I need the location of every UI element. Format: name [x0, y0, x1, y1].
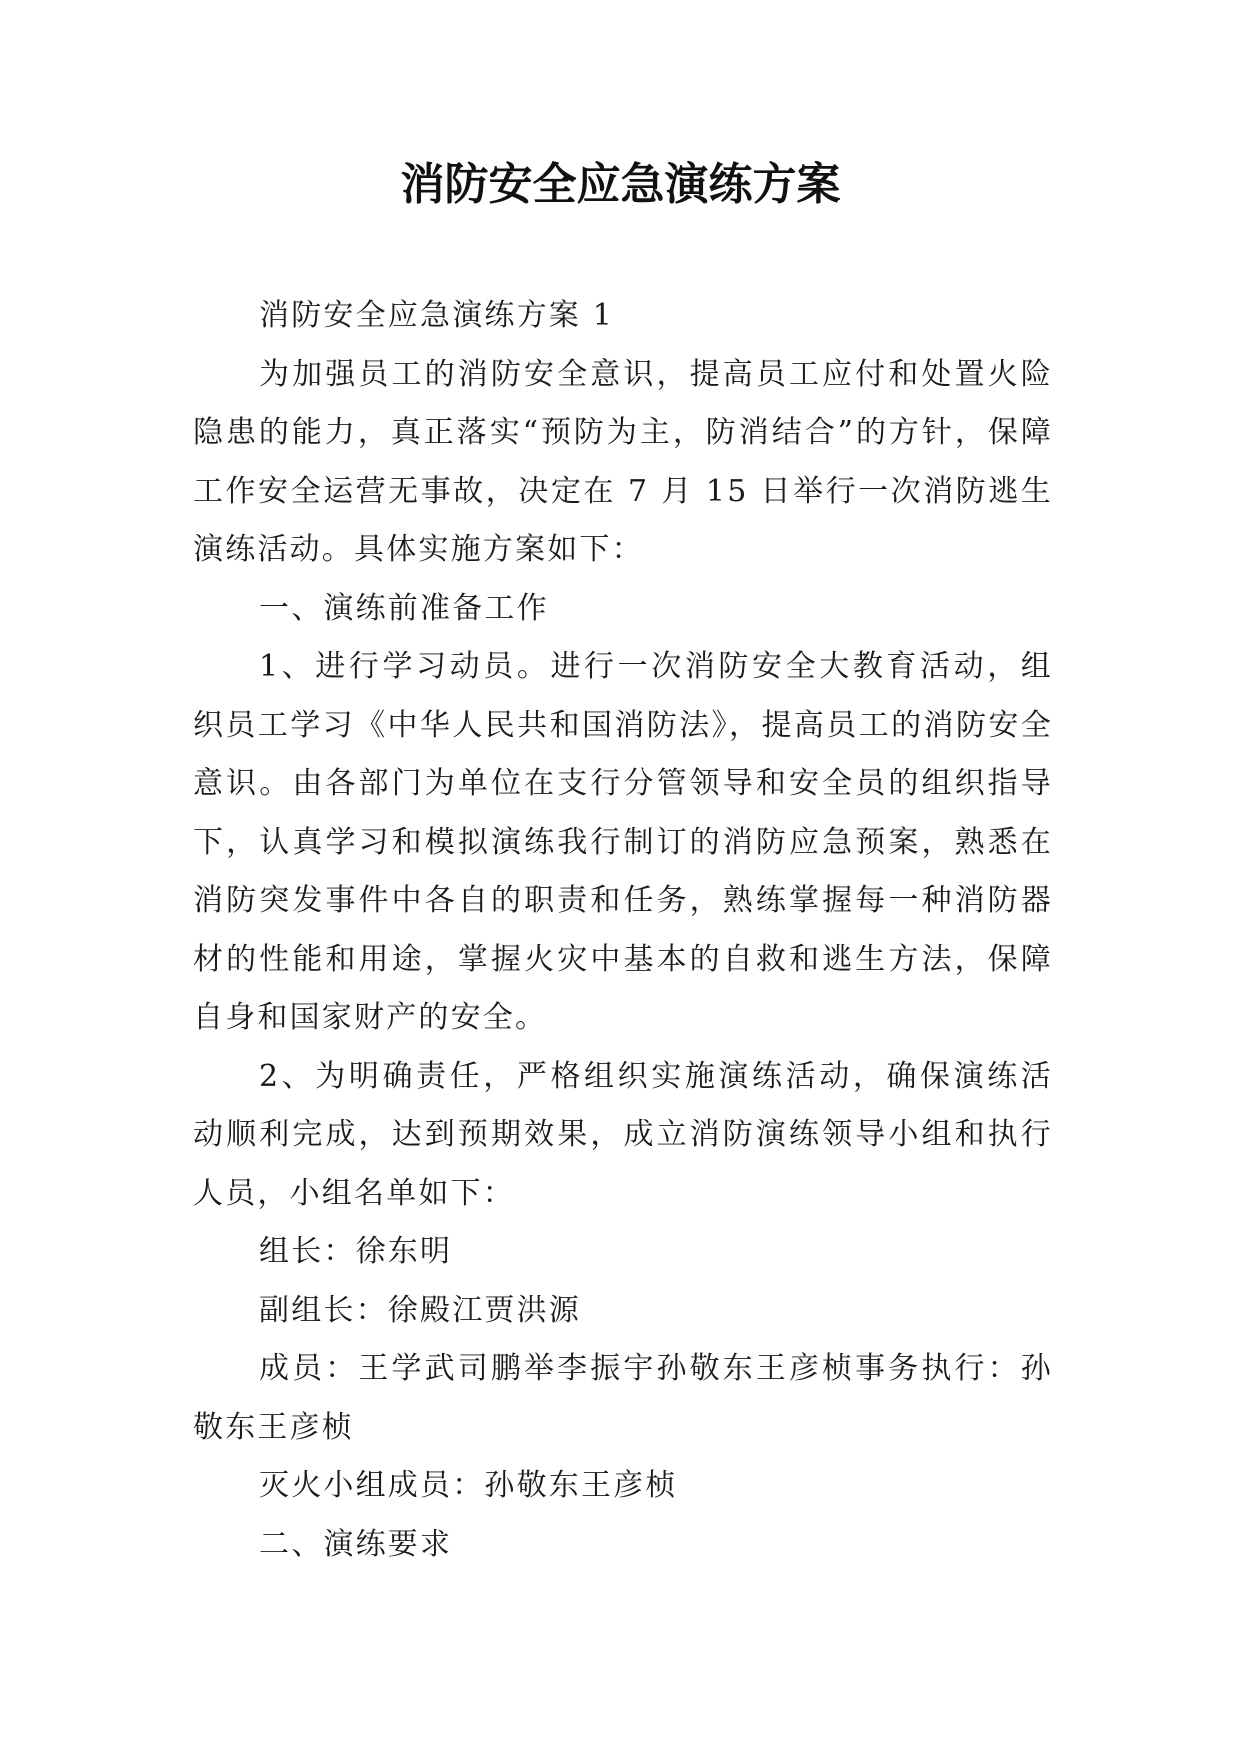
fire-team-line: 灭火小组成员：孙敬东王彦桢	[259, 1468, 678, 1503]
document-title: 消防安全应急演练方案	[400, 159, 841, 210]
deputy-leader-line: 副组长：徐殿江贾洪源	[259, 1292, 581, 1328]
section-heading-requirements: 二、演练要求	[259, 1526, 453, 1562]
paragraph-study-mobilization: 1、进行学习动员。进行一次消防安全大教育活动，组织员工学习《中华人民共和国消防法》，提高员工的消防安全意识。由各部门为单位在支行分管领导和安全员的组织指导下，认真学习和模拟演练我行制订的消防应急预案，熟悉在消防突发事件中各自的职责和任务，熟练掌握每一种消防器材的性能和用途，掌握火灾中基本的自救和逃生方法，保障自身和国家财产的安全。	[193, 649, 1053, 1035]
paragraph-leadership-group: 2、为明确责任，严格组织实施演练活动，确保演练活动顺利完成，达到预期效果，成立消防演练领导小组和执行人员，小组名单如下：	[193, 1058, 1053, 1211]
intro-paragraph: 为加强员工的消防安全意识，提高员工应付和处置火险隐患的能力，真正落实“预防为主，防消结合”的方针，保障工作安全运营无事故，决定在 7 月 15 日举行一次消防逃生演练活动。具体实施方案如下：	[193, 356, 1053, 567]
section-heading-plan-1: 消防安全应急演练方案 1	[259, 298, 615, 333]
group-leader-line: 组长：徐东明	[259, 1234, 453, 1269]
section-heading-preparation: 一、演练前准备工作	[259, 590, 549, 626]
members-line: 成员：王学武司鹏举李振宇孙敬东王彦桢事务执行：孙敬东王彦桢	[193, 1351, 1053, 1445]
document-body	[193, 287, 1053, 1574]
